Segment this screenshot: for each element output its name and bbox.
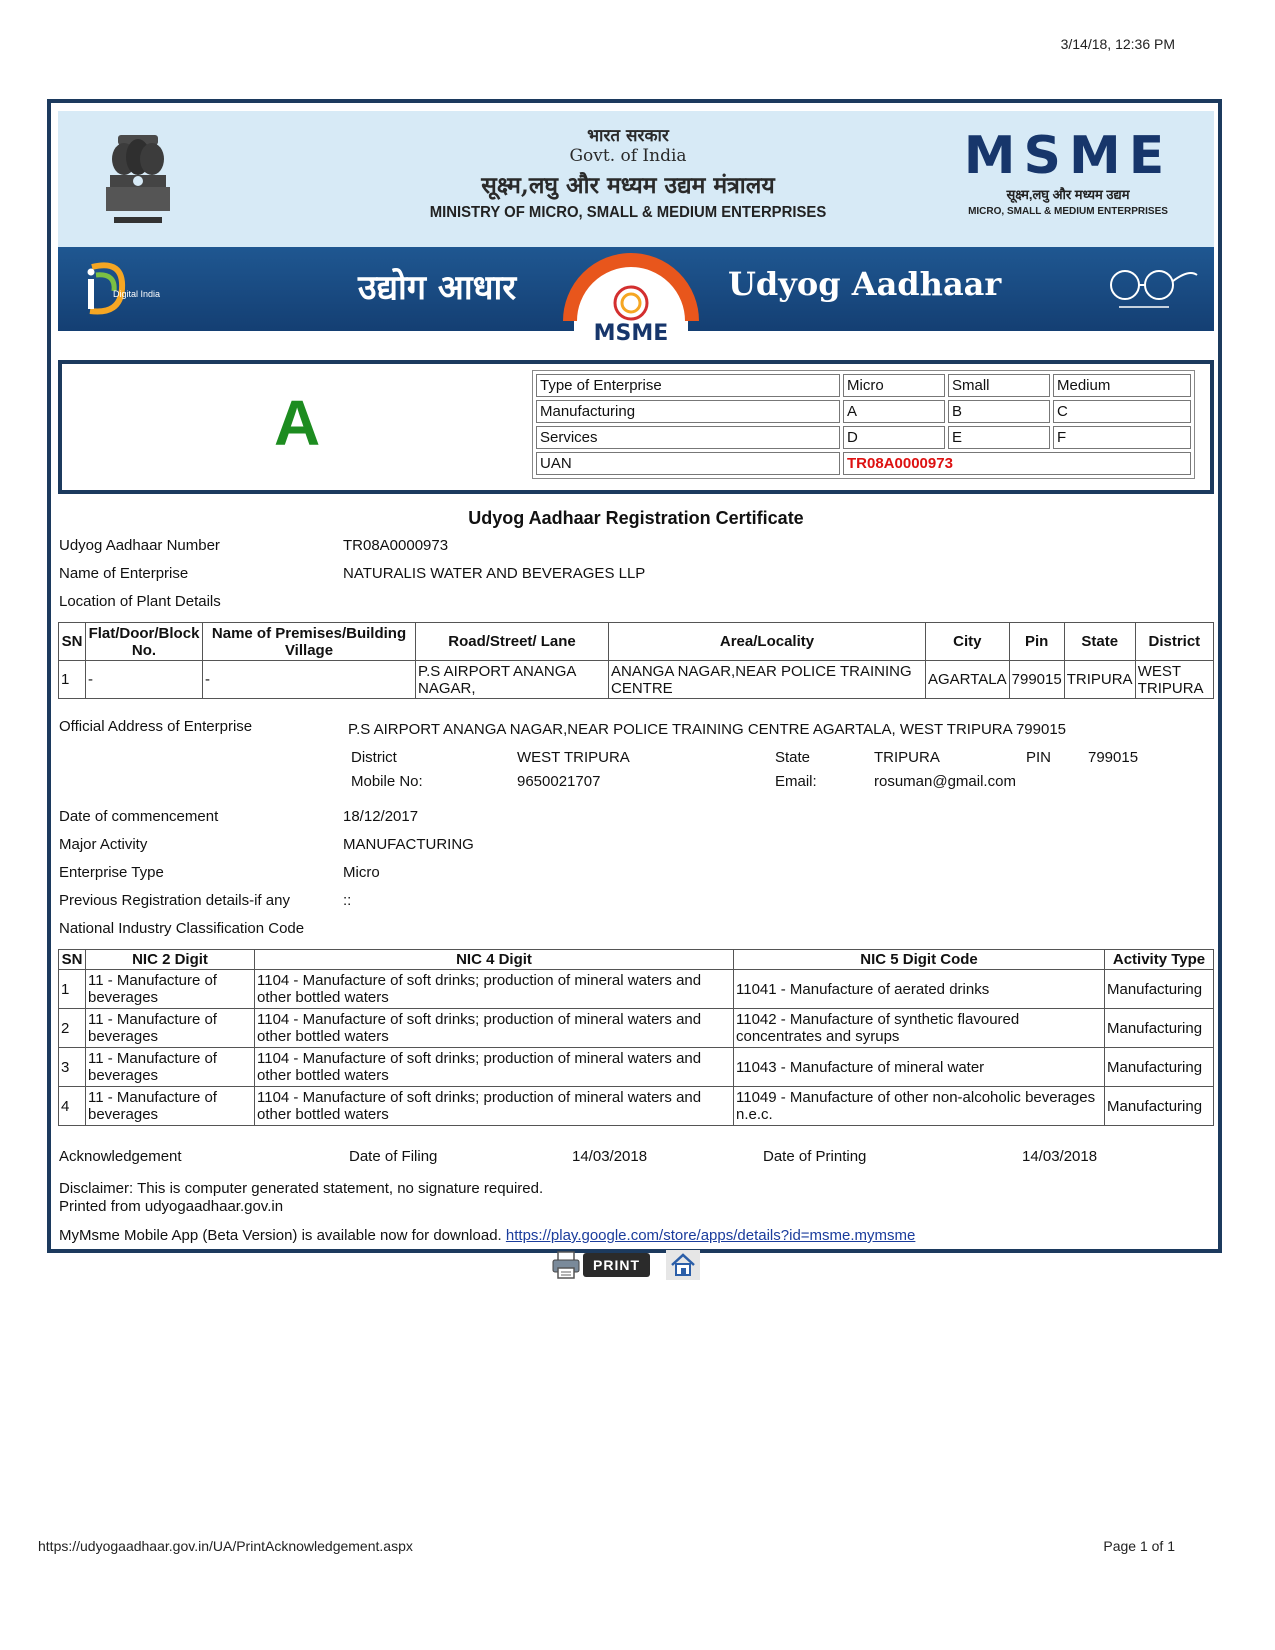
enterprise-name-value: NATURALIS WATER AND BEVERAGES LLP [343,565,646,582]
udyog-aadhaar-english: Udyog Aadhaar [728,265,1002,303]
class-cell: A [843,400,945,423]
national-emblem-icon [100,129,176,233]
mobile-value: 9650021707 [517,773,601,790]
msme-logo-icon [953,126,1183,217]
nic-cell: 11042 - Manufacture of synthetic flavoured concentrates and syrups [734,1009,1105,1048]
pin-value: 799015 [1088,749,1139,766]
nic-label: National Industry Classification Code [59,920,305,937]
class-row [536,426,1191,449]
plant-cell: ANANGA NAGAR,NEAR POLICE TRAINING CENTRE [609,661,926,699]
email-label: Email: [775,773,817,790]
plant-col-header: Road/Street/ Lane [416,623,609,661]
table-row [59,661,1214,699]
major-activity-value: MANUFACTURING [343,836,474,853]
uan-number-value: TR08A0000973 [343,537,449,554]
class-cell: Type of Enterprise [536,374,840,397]
class-cell: Small [948,374,1050,397]
uan-row [536,452,1191,475]
nic-cell: Manufacturing [1105,1087,1214,1126]
nic-cell: 11049 - Manufacture of other non-alcoholic beverages n.e.c. [734,1087,1105,1126]
printing-date-value: 14/03/2018 [1022,1148,1098,1165]
home-icon [666,1250,700,1280]
udyog-aadhaar-hindi: उद्योग आधार [358,268,517,308]
table-row [59,1048,1214,1087]
plant-col-header: City [926,623,1010,661]
district-label: District [351,749,397,766]
plant-col-header: District [1135,623,1213,661]
official-address-label: Official Address of Enterprise [59,718,253,735]
nic-col-header: NIC 4 Digit [255,950,734,970]
print-label: PRINT [583,1253,650,1277]
mobile-app-notice [59,1227,915,1244]
nic-cell: Manufacturing [1105,970,1214,1009]
commencement-label: Date of commencement [59,808,219,825]
filing-date-value: 14/03/2018 [572,1148,648,1165]
plant-cell: WEST TRIPURA [1135,661,1213,699]
uan-number-label: Udyog Aadhaar Number [59,537,220,554]
class-row [536,374,1191,397]
printing-date-label: Date of Printing [763,1148,867,1165]
printer-icon [551,1250,581,1280]
state-value: TRIPURA [874,749,940,766]
msme-logo-text: MSME [963,126,1173,186]
enterprise-name-label: Name of Enterprise [59,565,189,582]
print-button[interactable] [551,1250,650,1280]
msme-hindi-text: सूक्ष्म,लघु और मध्यम उद्यम [1006,187,1130,202]
nic-cell: 11 - Manufacture of beverages [86,1048,255,1087]
class-cell: Manufacturing [536,400,840,423]
class-cell: B [948,400,1050,423]
uan-value: TR08A0000973 [843,452,1191,475]
nic-cell: 1104 - Manufacture of soft drinks; production of mineral waters and other bottled waters [255,1048,734,1087]
nic-col-header: NIC 2 Digit [86,950,255,970]
nic-cell: 11 - Manufacture of beverages [86,970,255,1009]
nic-cell: 2 [59,1009,86,1048]
seal-msme-text: MSME [593,321,669,345]
previous-registration-value: :: [343,892,352,909]
print-footer-page: Page 1 of 1 [1103,1538,1175,1554]
class-row [536,400,1191,423]
pin-label: PIN [1026,749,1052,766]
print-footer-url: https://udyogaadhaar.gov.in/UA/PrintAcknowledgement.aspx [38,1538,413,1554]
msme-english-text: MICRO, SMALL & MEDIUM ENTERPRISES [968,206,1168,217]
nic-cell: 1 [59,970,86,1009]
nic-cell: Manufacturing [1105,1048,1214,1087]
district-value: WEST TRIPURA [517,749,630,766]
major-activity-label: Major Activity [59,836,148,853]
plant-col-header: Name of Premises/Building Village [203,623,416,661]
print-datetime: 3/14/18, 12:36 PM [1060,36,1175,52]
nic-col-header: SN [59,950,86,970]
plant-col-header: Area/Locality [609,623,926,661]
enterprise-class-letter: A [274,387,321,459]
nic-col-header: Activity Type [1105,950,1214,970]
plant-cell: TRIPURA [1064,661,1135,699]
nic-cell: 1104 - Manufacture of soft drinks; production of mineral waters and other bottled waters [255,1087,734,1126]
enterprise-type-label: Enterprise Type [59,864,164,881]
commencement-value: 18/12/2017 [343,808,419,825]
table-row [59,1009,1214,1048]
enterprise-class-table [532,370,1195,479]
mobile-app-text: MyMsme Mobile App (Beta Version) is available now for download. [59,1227,502,1244]
nic-cell: 11043 - Manufacture of mineral water [734,1048,1105,1087]
nic-table [58,949,1214,1126]
class-cell: D [843,426,945,449]
class-cell: Services [536,426,840,449]
previous-registration-label: Previous Registration details-if any [59,892,290,909]
state-label: State [775,749,811,766]
plant-table [58,622,1214,699]
plant-col-header: Pin [1009,623,1064,661]
govt-of-india-text: Govt. of India [569,146,687,166]
digital-india-text: Digital India [113,289,161,299]
class-cell: F [1053,426,1191,449]
nic-col-header: NIC 5 Digit Code [734,950,1105,970]
acknowledgement-label: Acknowledgement [59,1148,182,1165]
gov-banner [58,111,1214,247]
swachh-bharat-icon [1093,261,1203,317]
table-row [59,970,1214,1009]
plant-cell: - [203,661,416,699]
plant-col-header: State [1064,623,1135,661]
official-address-value: P.S AIRPORT ANANGA NAGAR,NEAR POLICE TRAINING CENTRE AGARTALA, WEST TRIPURA 799015 [348,721,1067,738]
nic-cell: 1104 - Manufacture of soft drinks; production of mineral waters and other bottled waters [255,1009,734,1048]
mobile-label: Mobile No: [351,773,423,790]
class-cell: C [1053,400,1191,423]
nic-cell: 11 - Manufacture of beverages [86,1009,255,1048]
uan-label: UAN [536,452,840,475]
plant-col-header: SN [59,623,86,661]
disclaimer-text: Disclaimer: This is computer generated statement, no signature required. [59,1180,544,1197]
plant-header-row [59,623,1214,661]
home-button[interactable] [666,1250,700,1280]
plant-details-label: Location of Plant Details [59,593,221,610]
mobile-app-link[interactable]: https://play.google.com/store/apps/details?id=msme.mymsme [505,1227,916,1244]
govt-hindi-text: भारत सरकार [587,126,669,146]
udyog-aadhaar-seal-icon [560,243,702,345]
enterprise-class-box [58,360,1214,494]
filing-date-label: Date of Filing [349,1148,438,1165]
plant-col-header: Flat/Door/Block No. [86,623,203,661]
table-row [59,1087,1214,1126]
plant-cell: P.S AIRPORT ANANGA NAGAR, [416,661,609,699]
plant-cell: AGARTALA [926,661,1010,699]
certificate-title: Udyog Aadhaar Registration Certificate [468,508,804,528]
nic-cell: 3 [59,1048,86,1087]
plant-cell: 799015 [1009,661,1064,699]
ministry-english-text: MINISTRY OF MICRO, SMALL & MEDIUM ENTERPRISES [429,204,827,221]
nic-header-row [59,950,1214,970]
plant-cell: 1 [59,661,86,699]
ministry-hindi-text: सूक्ष्म,लघु और मध्यम उद्यम मंत्रालय [481,172,775,199]
nic-cell: 11041 - Manufacture of aerated drinks [734,970,1105,1009]
nic-cell: Manufacturing [1105,1009,1214,1048]
nic-cell: 1104 - Manufacture of soft drinks; production of mineral waters and other bottled waters [255,970,734,1009]
printed-from-text: Printed from udyogaadhaar.gov.in [59,1198,284,1215]
enterprise-type-value: Micro [343,864,380,881]
class-cell: Medium [1053,374,1191,397]
plant-cell: - [86,661,203,699]
email-value: rosuman@gmail.com [874,773,1016,790]
nic-cell: 11 - Manufacture of beverages [86,1087,255,1126]
class-cell: Micro [843,374,945,397]
nic-cell: 4 [59,1087,86,1126]
class-cell: E [948,426,1050,449]
